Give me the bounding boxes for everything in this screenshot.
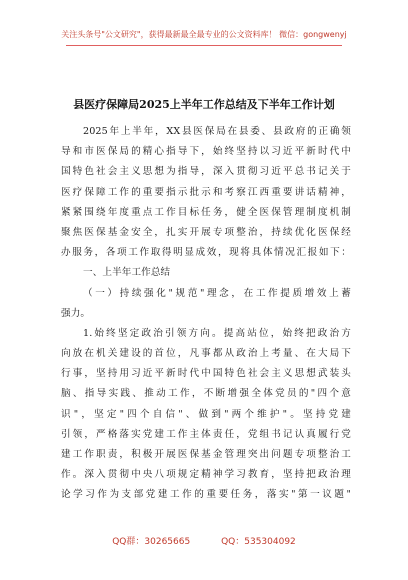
paragraph-line: 引领，严格落实党建工作主体责任，党组书记认真履行党 xyxy=(61,428,351,440)
document-body xyxy=(61,122,351,506)
header-rule xyxy=(66,45,342,46)
paragraph-line: 论学习作为支部党建工作的重要任务，落实"第一议题" xyxy=(61,489,351,501)
paragraph-line: 导和市医保局的精心指导下，始终坚持以习近平新时代中 xyxy=(61,146,351,158)
paragraph-line: 2025年上半年，XX县医保局在县委、县政府的正确领 xyxy=(83,126,351,137)
paragraph-line: 脑、指导实践、推动工作，不断增强全体党员的"四个意 xyxy=(61,388,351,400)
paragraph-line: 紧紧围绕年度重点工作目标任务，健全医保管理制度机制 xyxy=(61,206,351,218)
paragraph-line: 向放在机关建设的首位，凡事都从政治上考量、在大局下 xyxy=(61,348,351,360)
paragraph-line: 医疗保障工作的重要指示批示和考察江西重要讲话精神， xyxy=(61,186,351,198)
paragraph-line: 聚焦医保基金安全，扎实开展专项整治，持续优化医保经 xyxy=(61,226,351,238)
document-title: 县医疗保障局2025上半年工作总结及下半年工作计划 xyxy=(73,98,335,111)
paragraph-line: 建工作职责，积极开展医保基金管理突出问题专项整治工 xyxy=(61,449,351,460)
promo-banner: 关注头条号"公文研究"，获得最新最全最专业的公文资料库！ 微信：gongwenyj xyxy=(61,30,347,39)
paragraph-line: 识"，坚定"四个自信"、做到"两个维护"。坚持党建 xyxy=(61,408,351,420)
qq-group-text: QQ群：30265665 xyxy=(112,537,191,547)
subsection-heading: （一）持续强化"规范"理念，在工作提质增效上蓄 xyxy=(83,287,351,299)
paragraph-line: 作。深入贯彻中央八项规定精神学习教育，坚持把政治理 xyxy=(61,469,351,481)
footer-contact xyxy=(0,534,408,547)
paragraph-line: 国特色社会主义思想为指导，深入贯彻习近平总书记关于 xyxy=(61,166,351,178)
paragraph-line: 1.始终坚定政治引领方向。提高站位，始终把政治方 xyxy=(83,327,351,339)
section-heading: 一、上半年工作总结 xyxy=(83,267,171,279)
subsection-heading-cont: 强力。 xyxy=(61,307,91,319)
paragraph-line: 办服务，各项工作取得明显成效，现将具体情况汇报如下： xyxy=(61,247,351,259)
paragraph-line: 行事，坚持用习近平新时代中国特色社会主义思想武装头 xyxy=(61,368,351,380)
qq-number-text: QQ：535304092 xyxy=(221,537,296,547)
